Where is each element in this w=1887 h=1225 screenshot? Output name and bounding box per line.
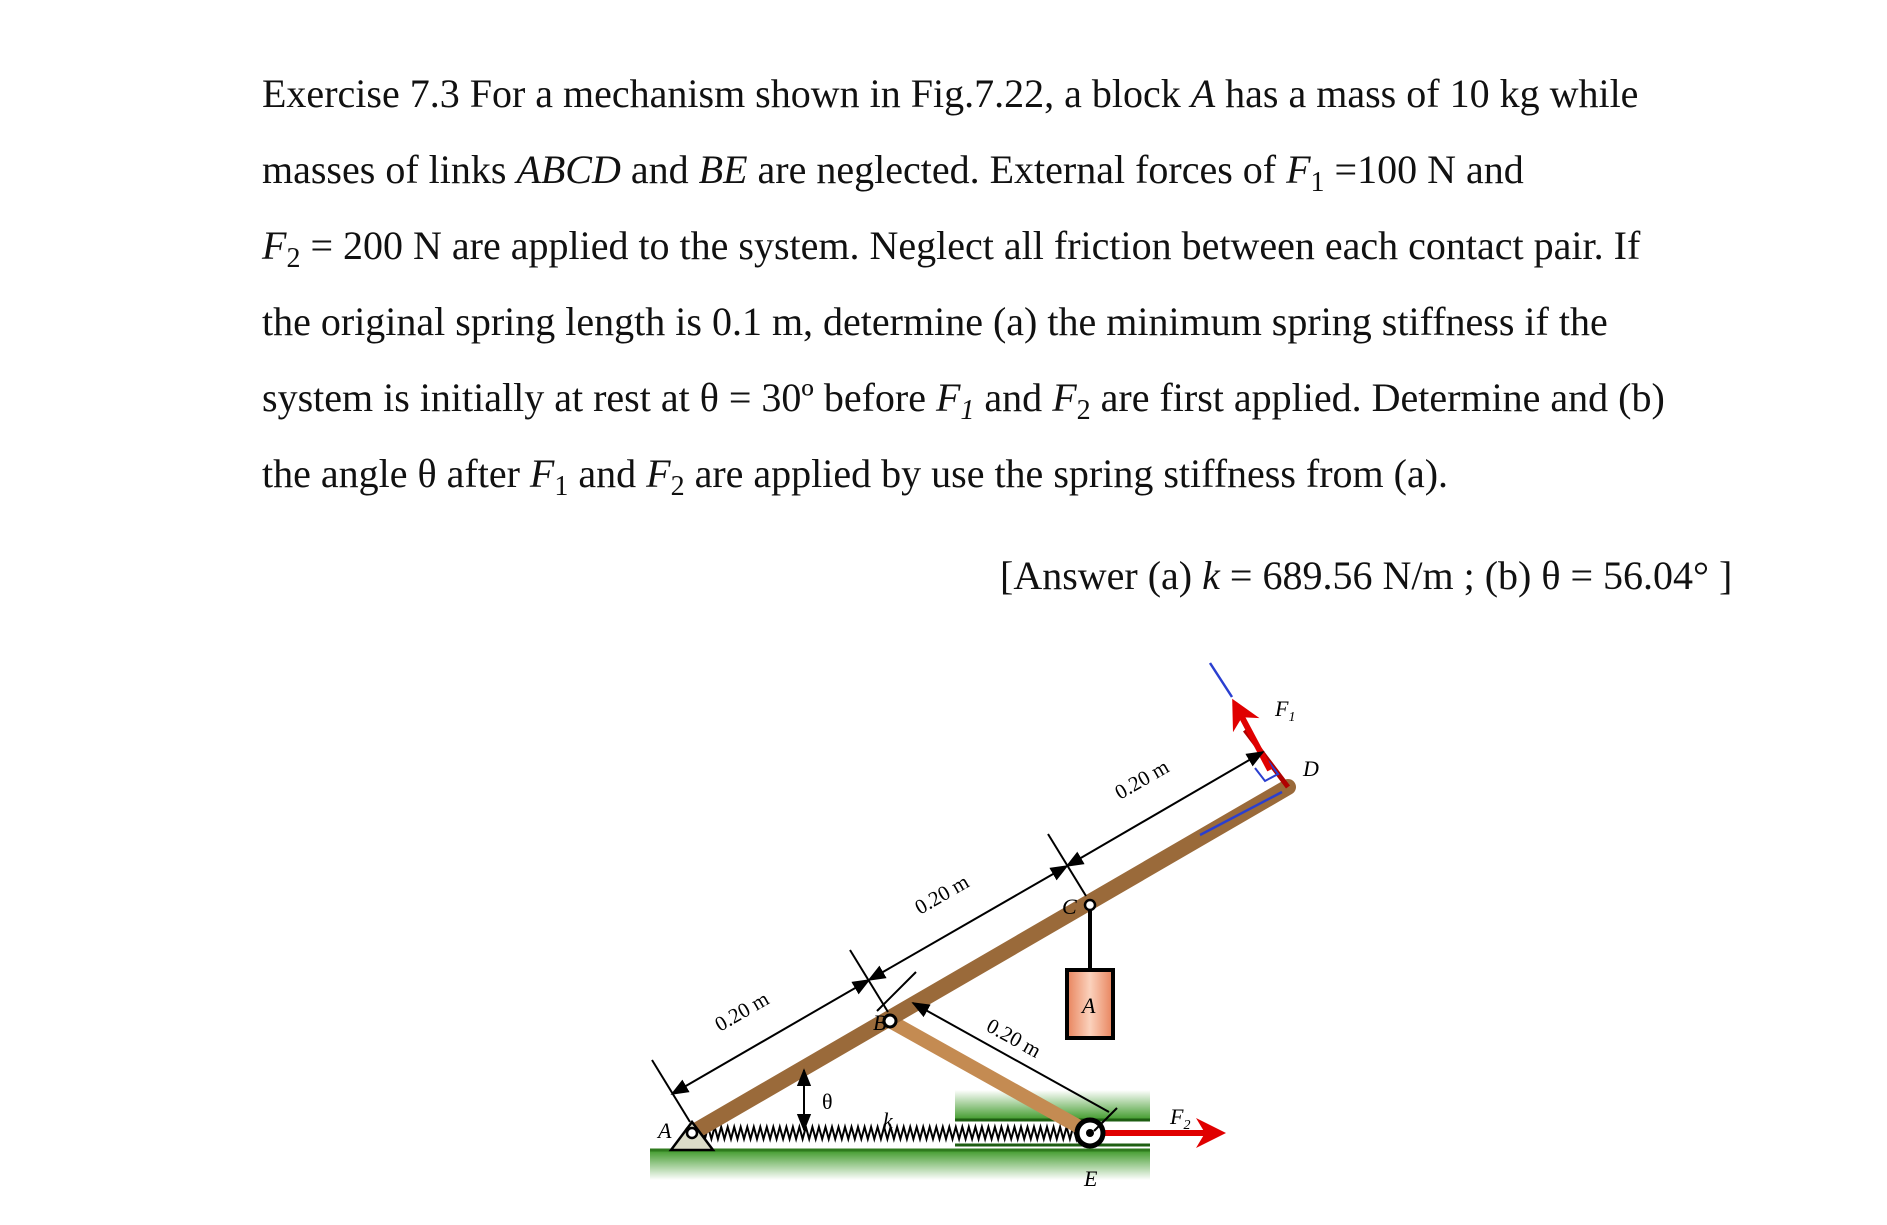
text-run: the angle θ after	[262, 451, 530, 496]
text-run: are neglected. External forces of	[747, 147, 1287, 192]
italic-text: BE	[698, 147, 748, 192]
italic-text: F	[1052, 375, 1077, 420]
text-run: [Answer (a)	[1000, 553, 1203, 598]
helper-line-f1	[1210, 663, 1232, 697]
slider-e-inner	[1086, 1129, 1094, 1137]
dim-be: 0.20 m	[982, 1013, 1046, 1063]
subscript: 2	[286, 243, 301, 274]
label-f1: $F_1$	[1275, 696, 1296, 725]
label-theta: θ	[822, 1089, 833, 1114]
label-d: D	[1303, 756, 1319, 781]
helper-line-d	[1200, 792, 1282, 835]
italic-text: F	[262, 223, 287, 268]
label-b: B	[873, 1010, 887, 1035]
italic-text: F	[935, 375, 961, 420]
subscript: 2	[1076, 395, 1091, 426]
text-run: = 200 N are applied to the system. Neglect all friction between each contact pair. If	[300, 223, 1641, 268]
subscript: 1	[1310, 167, 1325, 198]
ground	[650, 1150, 1150, 1180]
text-run: and	[568, 451, 647, 496]
text-run: and	[620, 147, 699, 192]
text-run: =100 N and	[1324, 147, 1524, 192]
text-run: has a mass of 10 kg while	[1215, 71, 1639, 116]
label-f2: $F_2$	[1170, 1104, 1191, 1133]
subscript: 1	[554, 471, 569, 502]
italic-text: F	[529, 451, 555, 496]
label-a-pin: A	[658, 1118, 672, 1143]
italic-text: F	[1286, 147, 1311, 192]
text-run: the original spring length is 0.1 m, determine (a) the minimum spring stiffness if the	[262, 299, 1608, 344]
label-c: C	[1062, 894, 1077, 919]
text-run: = 689.56 N/m ; (b) θ = 56.04° ]	[1219, 553, 1733, 598]
pin-c	[1085, 900, 1095, 910]
label-e: E	[1084, 1166, 1098, 1191]
italic-text: ABCD	[516, 147, 621, 192]
label-block-a: A	[1082, 993, 1096, 1018]
dim-ab: 0.20 m	[710, 986, 774, 1037]
text-run: are applied by use the spring stiffness from (a).	[684, 451, 1449, 496]
text-run: are first applied. Determine and (b)	[1090, 375, 1665, 420]
italic-text: F	[646, 451, 671, 496]
subscript: 2	[670, 471, 685, 502]
text-run: Exercise 7.3 For a mechanism shown in Fig.7.22, a block	[262, 71, 1191, 116]
text-run: and	[974, 375, 1053, 420]
italic-text: k	[1202, 553, 1220, 598]
subscript: 1	[960, 395, 975, 426]
italic-text: A	[1190, 71, 1216, 116]
dimension-lines	[652, 752, 1263, 1131]
pin-a	[687, 1128, 697, 1138]
label-k: k	[883, 1108, 893, 1133]
dim-cd: 0.20 m	[1110, 754, 1174, 805]
force-f1-arrow	[1235, 704, 1270, 770]
dim-bc: 0.20 m	[910, 869, 974, 920]
text-run: masses of links	[262, 147, 517, 192]
text-run: system is initially at rest at θ = 30º before	[262, 375, 936, 420]
